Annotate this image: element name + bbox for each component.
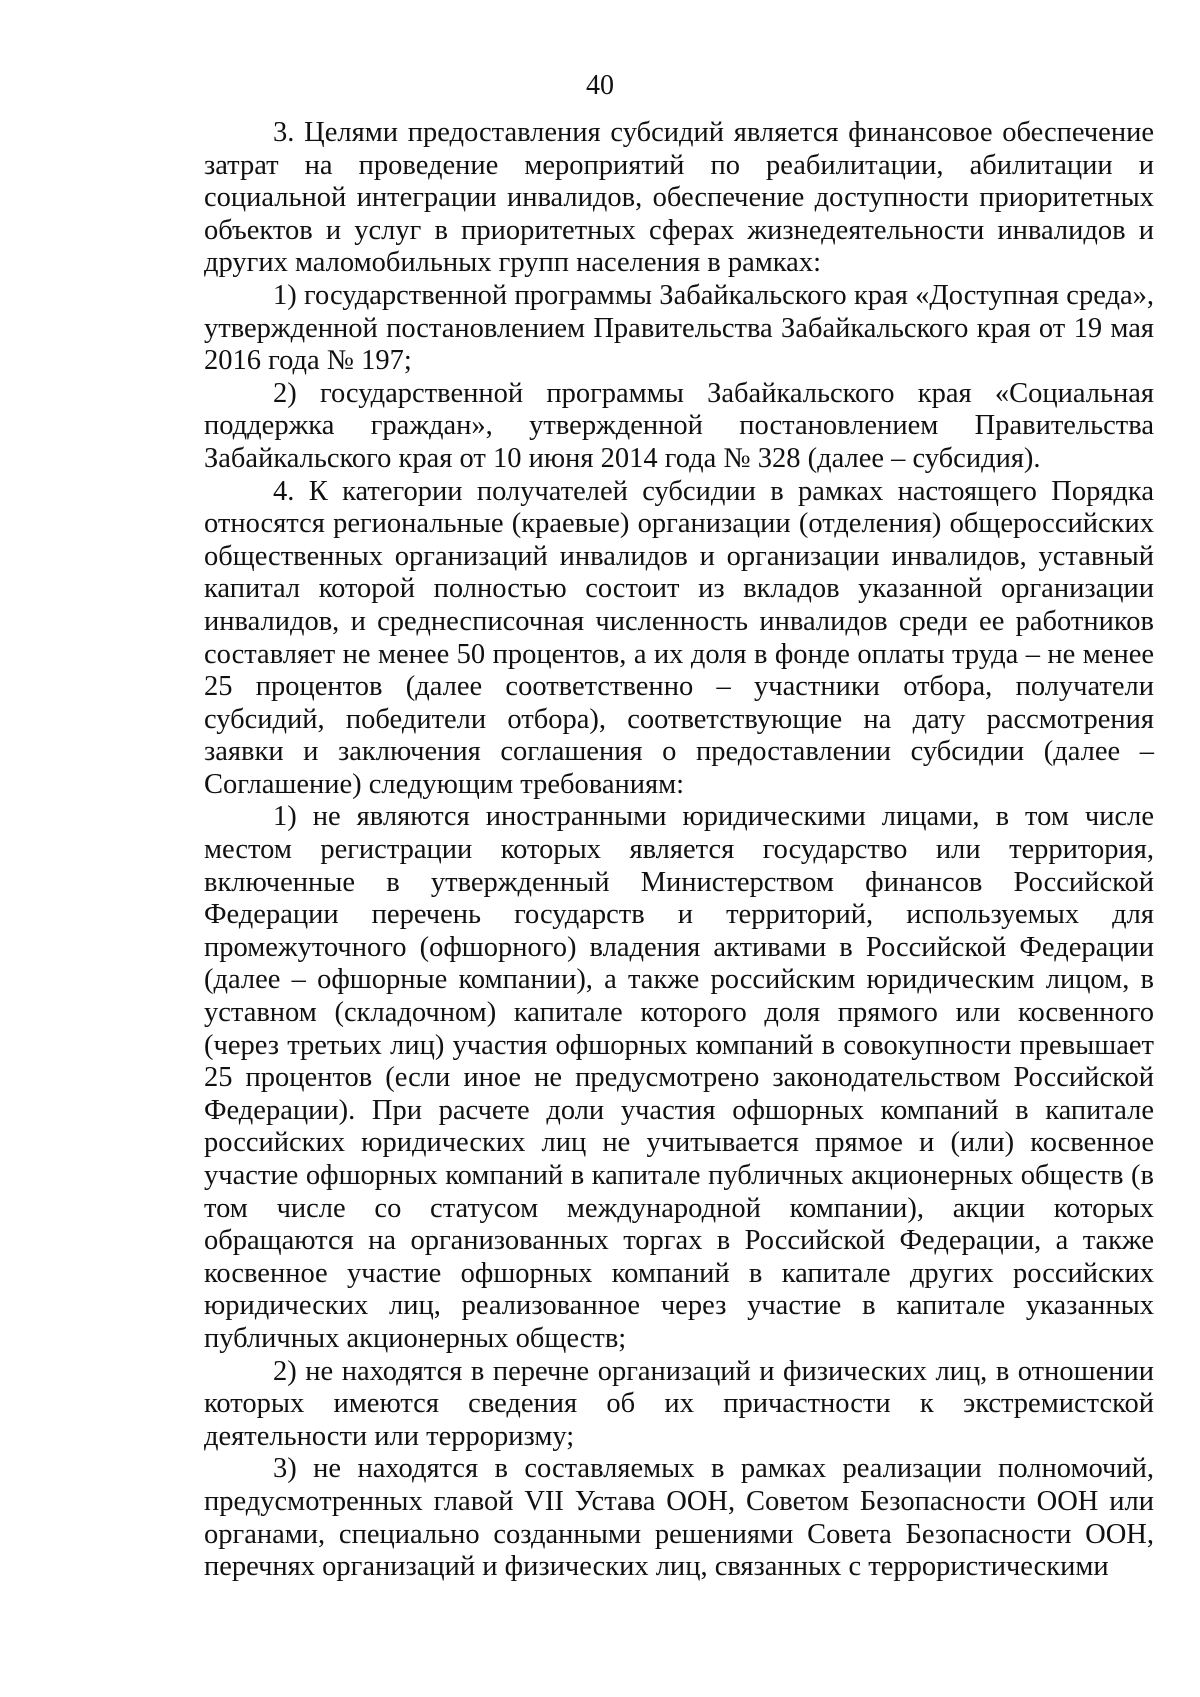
paragraph-4-requirement-3: 3) не находятся в составляемых в рамках реализации полномочий, предусмотренных главой VII Устава ООН, Советом Безопасности ООН или органами, специально созданными решениями Совета Безопасности ООН, перечнях организаций и физических лиц, связанных с террористическими <box>204 1453 1154 1583</box>
paragraph-3-item-2: 2) государственной программы Забайкальского края «Социальная поддержка граждан», утвержденной постановлением Правительства Забайкальского края от 10 июня 2014 года № 328 (далее – субсидия). <box>204 377 1154 474</box>
document-body <box>204 117 1154 1584</box>
paragraph-4-requirement-1: 1) не являются иностранными юридическими лицами, в том числе местом регистрации которых является государство или территория, включенные в утвержденный Министерством финансов Российской Федерации перечень государств и территорий, используемых для промежуточного (офшорного) владения активами в Российской Федерации (далее – офшорные компании), а также российским юридическим лицом, в уставном (складочном) капитале которого доля прямого или косвенного (через третьих лиц) участия офшорных компаний в совокупности превышает 25 процентов (если иное не предусмотрено законодательством Российской Федерации). При расчете доли участия офшорных компаний в капитале российских юридических лиц не учитывается прямое и (или) косвенное участие офшорных компаний в капитале публичных акционерных обществ (в том числе со статусом международной компании), акции которых обращаются на организованных торгах в Российской Федерации, а также косвенное участие офшорных компаний в капитале других российских юридических лиц, реализованное через участие в капитале указанных публичных акционерных обществ; <box>204 801 1154 1354</box>
paragraph-4-recipients: 4. К категории получателей субсидии в рамках настоящего Порядка относятся региональные (краевые) организации (отделения) общероссийских общественных организаций инвалидов и организации инвалидов, уставный капитал которой полностью состоит из вкладов указанной организации инвалидов, и среднесписочная численность инвалидов среди ее работников составляет не менее 50 процентов, а их доля в фонде оплаты труда – не менее 25 процентов (далее соответственно – участники отбора, получатели субсидий, победители отбора), соответствующие на дату рассмотрения заявки и заключения соглашения о предоставлении субсидии (далее – Соглашение) следующим требованиям: <box>204 475 1154 800</box>
paragraph-4-requirement-2: 2) не находятся в перечне организаций и физических лиц, в отношении которых имеются сведения об их причастности к экстремистской деятельности или терроризму; <box>204 1355 1154 1452</box>
paragraph-3-purpose: 3. Целями предоставления субсидий является финансовое обеспечение затрат на проведение мероприятий по реабилитации, абилитации и социальной интеграции инвалидов, обеспечение доступности приоритетных объектов и услуг в приоритетных сферах жизнедеятельности инвалидов и других маломобильных групп населения в рамках: <box>204 117 1154 279</box>
paragraph-3-item-1: 1) государственной программы Забайкальского края «Доступная среда», утвержденной постановлением Правительства Забайкальского края от 19 мая 2016 года № 197; <box>204 279 1154 377</box>
page-number: 40 <box>586 70 614 101</box>
